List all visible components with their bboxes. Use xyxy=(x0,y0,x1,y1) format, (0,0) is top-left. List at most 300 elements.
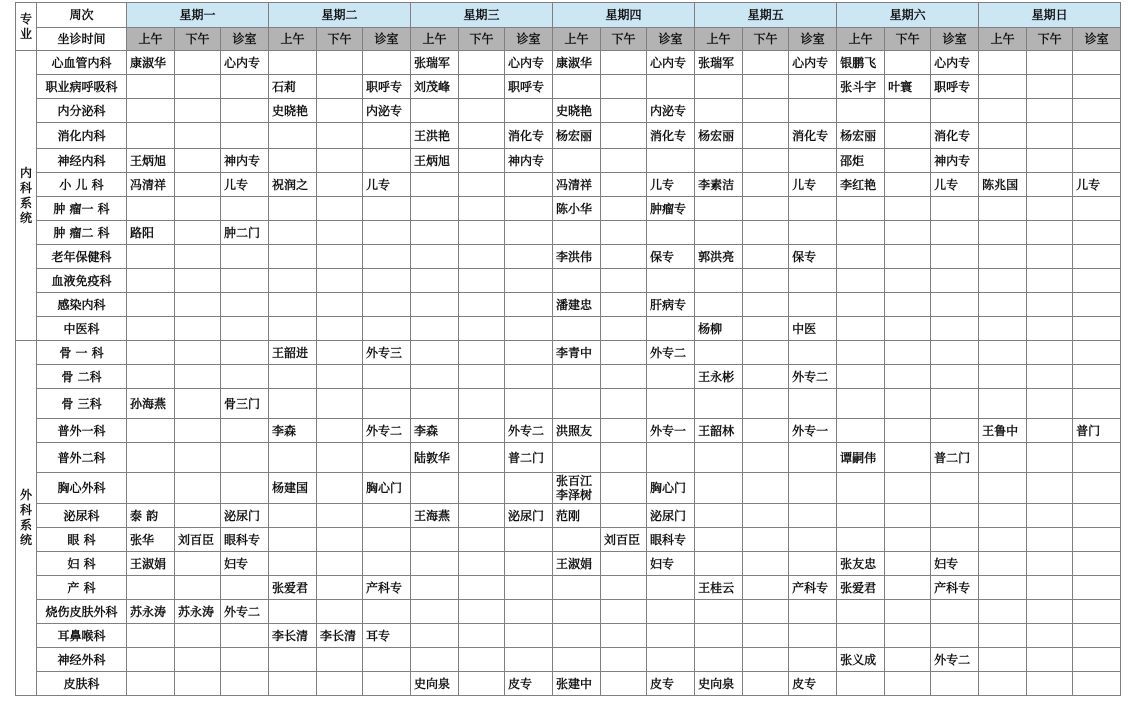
schedule-cell xyxy=(317,648,363,672)
schedule-cell xyxy=(979,528,1027,552)
schedule-cell xyxy=(837,269,885,293)
schedule-cell xyxy=(931,99,979,123)
schedule-cell xyxy=(363,389,411,419)
schedule-cell: 康淑华 xyxy=(553,51,601,75)
schedule-cell: 张瑞军 xyxy=(411,51,459,75)
schedule-cell xyxy=(601,99,647,123)
schedule-cell xyxy=(1073,341,1121,365)
schedule-cell xyxy=(221,419,269,443)
slot-header: 上午 xyxy=(553,28,601,51)
schedule-cell xyxy=(221,99,269,123)
schedule-cell: 王淑娟 xyxy=(553,552,601,576)
schedule-cell: 普门 xyxy=(1073,419,1121,443)
schedule-cell xyxy=(175,576,221,600)
schedule-cell xyxy=(1073,99,1121,123)
schedule-cell xyxy=(789,75,837,99)
schedule-cell: 眼科专 xyxy=(221,528,269,552)
schedule-cell xyxy=(459,600,505,624)
table-row xyxy=(16,504,1121,528)
schedule-cell xyxy=(459,552,505,576)
schedule-cell xyxy=(837,389,885,419)
schedule-cell xyxy=(789,99,837,123)
schedule-cell: 苏永涛 xyxy=(127,600,175,624)
table-row xyxy=(16,443,1121,473)
schedule-cell xyxy=(317,75,363,99)
schedule-cell xyxy=(743,624,789,648)
schedule-cell: 张百江 李泽树 xyxy=(553,473,601,504)
schedule-cell xyxy=(127,269,175,293)
schedule-cell xyxy=(837,504,885,528)
schedule-cell: 产科专 xyxy=(789,576,837,600)
schedule-cell xyxy=(743,672,789,696)
schedule-cell xyxy=(885,221,931,245)
schedule-cell xyxy=(1073,269,1121,293)
schedule-cell: 保专 xyxy=(789,245,837,269)
table-row xyxy=(16,75,1121,99)
schedule-cell xyxy=(221,624,269,648)
schedule-cell xyxy=(695,528,743,552)
schedule-cell xyxy=(1073,293,1121,317)
schedule-cell xyxy=(601,365,647,389)
table-row xyxy=(16,99,1121,123)
schedule-cell: 泌尿门 xyxy=(221,504,269,528)
schedule-cell xyxy=(221,293,269,317)
schedule-cell xyxy=(505,221,553,245)
schedule-cell xyxy=(789,648,837,672)
table-row xyxy=(16,600,1121,624)
schedule-cell xyxy=(175,221,221,245)
clinic-schedule-table xyxy=(15,2,1121,696)
schedule-cell xyxy=(1027,317,1073,341)
schedule-cell: 王淑娟 xyxy=(127,552,175,576)
schedule-cell xyxy=(553,600,601,624)
schedule-cell xyxy=(1073,317,1121,341)
schedule-cell: 杨宏丽 xyxy=(837,123,885,149)
schedule-cell xyxy=(695,600,743,624)
schedule-cell xyxy=(459,528,505,552)
schedule-cell xyxy=(931,221,979,245)
schedule-cell xyxy=(459,221,505,245)
schedule-cell xyxy=(1073,197,1121,221)
schedule-cell xyxy=(411,341,459,365)
schedule-cell xyxy=(885,317,931,341)
schedule-cell xyxy=(979,443,1027,473)
day-header: 星期四 xyxy=(553,3,695,28)
schedule-cell xyxy=(789,552,837,576)
schedule-cell: 消化专 xyxy=(505,123,553,149)
schedule-cell xyxy=(505,552,553,576)
schedule-cell xyxy=(1027,99,1073,123)
schedule-cell xyxy=(647,317,695,341)
schedule-cell xyxy=(553,624,601,648)
schedule-cell: 心内专 xyxy=(789,51,837,75)
schedule-cell: 皮专 xyxy=(789,672,837,696)
schedule-cell xyxy=(979,245,1027,269)
schedule-cell xyxy=(175,293,221,317)
schedule-cell xyxy=(885,419,931,443)
table-row xyxy=(16,389,1121,419)
schedule-cell: 杨宏丽 xyxy=(553,123,601,149)
schedule-cell xyxy=(269,245,317,269)
schedule-cell: 妇专 xyxy=(647,552,695,576)
schedule-cell: 心内专 xyxy=(931,51,979,75)
schedule-cell xyxy=(221,473,269,504)
table-row xyxy=(16,245,1121,269)
schedule-cell xyxy=(269,648,317,672)
schedule-cell: 泌尿门 xyxy=(505,504,553,528)
schedule-cell: 皮专 xyxy=(505,672,553,696)
schedule-cell xyxy=(127,672,175,696)
schedule-cell xyxy=(931,341,979,365)
schedule-cell xyxy=(695,624,743,648)
slot-header: 下午 xyxy=(601,28,647,51)
day-header: 星期三 xyxy=(411,3,553,28)
schedule-cell: 胸心门 xyxy=(647,473,695,504)
schedule-cell xyxy=(837,221,885,245)
dept-name: 产 科 xyxy=(37,576,127,600)
slot-header: 上午 xyxy=(269,28,317,51)
schedule-cell xyxy=(931,389,979,419)
schedule-cell: 陈小华 xyxy=(553,197,601,221)
schedule-cell xyxy=(979,576,1027,600)
dept-name: 老年保健科 xyxy=(37,245,127,269)
schedule-cell xyxy=(837,365,885,389)
table-row xyxy=(16,149,1121,173)
schedule-cell: 王炳旭 xyxy=(411,149,459,173)
schedule-cell xyxy=(931,672,979,696)
table-row xyxy=(16,576,1121,600)
schedule-cell xyxy=(647,389,695,419)
schedule-cell xyxy=(363,293,411,317)
schedule-cell xyxy=(317,197,363,221)
slot-header: 上午 xyxy=(695,28,743,51)
schedule-cell: 王韶进 xyxy=(269,341,317,365)
schedule-cell: 普二门 xyxy=(931,443,979,473)
table-row xyxy=(16,672,1121,696)
schedule-cell xyxy=(363,672,411,696)
schedule-cell xyxy=(885,552,931,576)
schedule-cell xyxy=(885,389,931,419)
schedule-cell xyxy=(459,149,505,173)
table-row xyxy=(16,624,1121,648)
day-header: 星期六 xyxy=(837,3,979,28)
schedule-cell xyxy=(127,317,175,341)
schedule-cell xyxy=(269,552,317,576)
schedule-cell xyxy=(363,504,411,528)
schedule-cell xyxy=(505,600,553,624)
schedule-cell: 王永彬 xyxy=(695,365,743,389)
schedule-cell xyxy=(505,389,553,419)
schedule-cell xyxy=(269,269,317,293)
schedule-cell xyxy=(459,419,505,443)
schedule-cell xyxy=(459,504,505,528)
schedule-cell xyxy=(601,600,647,624)
schedule-cell xyxy=(885,245,931,269)
schedule-cell xyxy=(979,51,1027,75)
schedule-cell xyxy=(1073,648,1121,672)
schedule-cell: 陆敦华 xyxy=(411,443,459,473)
schedule-cell xyxy=(459,197,505,221)
schedule-cell xyxy=(127,648,175,672)
schedule-cell: 外专一 xyxy=(789,419,837,443)
day-header: 星期五 xyxy=(695,3,837,28)
schedule-cell xyxy=(789,341,837,365)
schedule-cell xyxy=(505,269,553,293)
schedule-cell xyxy=(885,99,931,123)
schedule-cell: 银鹏飞 xyxy=(837,51,885,75)
schedule-cell xyxy=(979,389,1027,419)
schedule-cell xyxy=(505,245,553,269)
schedule-cell xyxy=(317,672,363,696)
schedule-cell: 李红艳 xyxy=(837,173,885,197)
schedule-cell xyxy=(743,99,789,123)
schedule-cell xyxy=(789,528,837,552)
schedule-cell xyxy=(269,672,317,696)
schedule-cell xyxy=(601,672,647,696)
schedule-cell xyxy=(837,341,885,365)
schedule-cell xyxy=(1027,293,1073,317)
schedule-cell xyxy=(647,443,695,473)
schedule-cell xyxy=(931,269,979,293)
schedule-cell: 职呼专 xyxy=(505,75,553,99)
schedule-cell xyxy=(459,317,505,341)
schedule-cell xyxy=(743,473,789,504)
schedule-cell: 洪照友 xyxy=(553,419,601,443)
schedule-cell: 产科专 xyxy=(363,576,411,600)
schedule-cell xyxy=(979,149,1027,173)
table-row xyxy=(16,341,1121,365)
dept-name: 普外一科 xyxy=(37,419,127,443)
schedule-cell xyxy=(411,197,459,221)
schedule-cell: 李森 xyxy=(411,419,459,443)
schedule-cell xyxy=(127,624,175,648)
schedule-cell xyxy=(979,221,1027,245)
schedule-cell xyxy=(127,341,175,365)
schedule-cell xyxy=(363,528,411,552)
schedule-cell xyxy=(1027,624,1073,648)
schedule-cell xyxy=(317,293,363,317)
schedule-cell xyxy=(695,269,743,293)
schedule-cell xyxy=(175,504,221,528)
schedule-cell xyxy=(695,197,743,221)
schedule-cell xyxy=(505,293,553,317)
schedule-cell: 刘百臣 xyxy=(175,528,221,552)
schedule-cell: 史向泉 xyxy=(695,672,743,696)
schedule-cell: 祝润之 xyxy=(269,173,317,197)
schedule-cell xyxy=(459,269,505,293)
dept-name: 内分泌科 xyxy=(37,99,127,123)
schedule-cell xyxy=(175,341,221,365)
schedule-cell xyxy=(553,365,601,389)
schedule-cell: 史晓艳 xyxy=(553,99,601,123)
dept-name: 职业病呼吸科 xyxy=(37,75,127,99)
schedule-cell xyxy=(459,672,505,696)
schedule-cell xyxy=(553,269,601,293)
schedule-cell xyxy=(837,197,885,221)
schedule-cell xyxy=(269,365,317,389)
slot-header: 上午 xyxy=(979,28,1027,51)
schedule-cell xyxy=(175,317,221,341)
schedule-cell xyxy=(1027,600,1073,624)
schedule-cell xyxy=(695,648,743,672)
schedule-cell xyxy=(459,624,505,648)
schedule-cell xyxy=(317,269,363,293)
schedule-cell: 冯清祥 xyxy=(127,173,175,197)
schedule-cell xyxy=(695,221,743,245)
schedule-cell xyxy=(931,365,979,389)
schedule-cell xyxy=(789,443,837,473)
schedule-cell xyxy=(885,293,931,317)
schedule-cell xyxy=(601,269,647,293)
schedule-cell xyxy=(363,648,411,672)
table-row xyxy=(16,173,1121,197)
schedule-cell xyxy=(505,576,553,600)
schedule-cell xyxy=(601,197,647,221)
slot-header: 诊室 xyxy=(363,28,411,51)
slot-header: 下午 xyxy=(885,28,931,51)
schedule-cell xyxy=(175,443,221,473)
schedule-cell: 儿专 xyxy=(221,173,269,197)
schedule-cell xyxy=(317,528,363,552)
schedule-cell xyxy=(553,317,601,341)
schedule-cell xyxy=(931,624,979,648)
schedule-cell: 内泌专 xyxy=(363,99,411,123)
schedule-cell xyxy=(175,648,221,672)
schedule-cell xyxy=(127,419,175,443)
table-row xyxy=(16,528,1121,552)
schedule-cell xyxy=(269,197,317,221)
schedule-cell xyxy=(979,672,1027,696)
schedule-cell xyxy=(979,197,1027,221)
schedule-cell xyxy=(743,528,789,552)
schedule-cell xyxy=(743,648,789,672)
schedule-cell xyxy=(269,317,317,341)
dept-name: 眼 科 xyxy=(37,528,127,552)
schedule-cell: 张瑞军 xyxy=(695,51,743,75)
schedule-cell xyxy=(931,600,979,624)
schedule-cell xyxy=(175,365,221,389)
schedule-cell xyxy=(601,624,647,648)
schedule-cell xyxy=(1073,221,1121,245)
schedule-cell: 刘茂峰 xyxy=(411,75,459,99)
day-header: 星期一 xyxy=(127,3,269,28)
schedule-cell xyxy=(553,389,601,419)
schedule-cell: 儿专 xyxy=(931,173,979,197)
schedule-cell xyxy=(695,552,743,576)
schedule-cell xyxy=(317,552,363,576)
schedule-cell xyxy=(885,173,931,197)
schedule-cell xyxy=(505,341,553,365)
schedule-cell xyxy=(317,389,363,419)
schedule-cell: 消化专 xyxy=(789,123,837,149)
schedule-cell xyxy=(979,293,1027,317)
schedule-cell xyxy=(789,197,837,221)
schedule-cell xyxy=(601,552,647,576)
schedule-cell xyxy=(363,245,411,269)
schedule-cell xyxy=(1073,123,1121,149)
schedule-cell xyxy=(979,624,1027,648)
schedule-cell xyxy=(505,99,553,123)
schedule-cell: 李青中 xyxy=(553,341,601,365)
dept-name: 骨 三科 xyxy=(37,389,127,419)
schedule-cell xyxy=(931,245,979,269)
schedule-cell xyxy=(459,51,505,75)
schedule-cell xyxy=(931,293,979,317)
schedule-cell xyxy=(1027,197,1073,221)
schedule-cell: 王海燕 xyxy=(411,504,459,528)
schedule-cell xyxy=(979,99,1027,123)
schedule-cell: 儿专 xyxy=(789,173,837,197)
schedule-cell xyxy=(979,317,1027,341)
schedule-cell: 郭洪亮 xyxy=(695,245,743,269)
schedule-cell xyxy=(363,552,411,576)
schedule-cell: 儿专 xyxy=(647,173,695,197)
schedule-cell xyxy=(885,197,931,221)
schedule-cell xyxy=(1073,528,1121,552)
schedule-cell xyxy=(743,443,789,473)
table-row xyxy=(16,365,1121,389)
schedule-cell xyxy=(221,576,269,600)
schedule-cell xyxy=(317,473,363,504)
schedule-cell xyxy=(363,600,411,624)
schedule-cell xyxy=(979,365,1027,389)
schedule-cell xyxy=(1027,149,1073,173)
schedule-cell xyxy=(175,75,221,99)
table-row xyxy=(16,197,1121,221)
schedule-cell xyxy=(1027,75,1073,99)
schedule-cell xyxy=(411,552,459,576)
schedule-cell xyxy=(317,317,363,341)
schedule-cell xyxy=(363,123,411,149)
schedule-cell xyxy=(885,504,931,528)
schedule-cell xyxy=(695,389,743,419)
schedule-cell: 外专二 xyxy=(363,419,411,443)
schedule-cell: 产科专 xyxy=(931,576,979,600)
schedule-cell xyxy=(931,419,979,443)
schedule-cell xyxy=(411,389,459,419)
schedule-cell xyxy=(743,51,789,75)
schedule-cell: 李森 xyxy=(269,419,317,443)
schedule-cell xyxy=(601,75,647,99)
schedule-cell xyxy=(127,245,175,269)
schedule-cell xyxy=(317,123,363,149)
schedule-cell xyxy=(647,576,695,600)
slot-header: 诊室 xyxy=(931,28,979,51)
schedule-cell xyxy=(317,504,363,528)
schedule-cell xyxy=(553,528,601,552)
table-row xyxy=(16,317,1121,341)
schedule-cell xyxy=(459,123,505,149)
schedule-cell xyxy=(553,443,601,473)
schedule-cell xyxy=(743,317,789,341)
schedule-cell xyxy=(695,341,743,365)
schedule-cell xyxy=(459,648,505,672)
schedule-cell xyxy=(789,269,837,293)
schedule-cell xyxy=(459,365,505,389)
schedule-cell xyxy=(411,269,459,293)
schedule-cell xyxy=(979,473,1027,504)
schedule-cell xyxy=(175,197,221,221)
table-row xyxy=(16,293,1121,317)
schedule-cell xyxy=(1027,576,1073,600)
schedule-cell: 刘百臣 xyxy=(601,528,647,552)
schedule-cell xyxy=(1073,672,1121,696)
table-row xyxy=(16,269,1121,293)
schedule-cell: 内泌专 xyxy=(647,99,695,123)
schedule-cell xyxy=(931,528,979,552)
schedule-cell xyxy=(743,269,789,293)
schedule-cell xyxy=(789,149,837,173)
